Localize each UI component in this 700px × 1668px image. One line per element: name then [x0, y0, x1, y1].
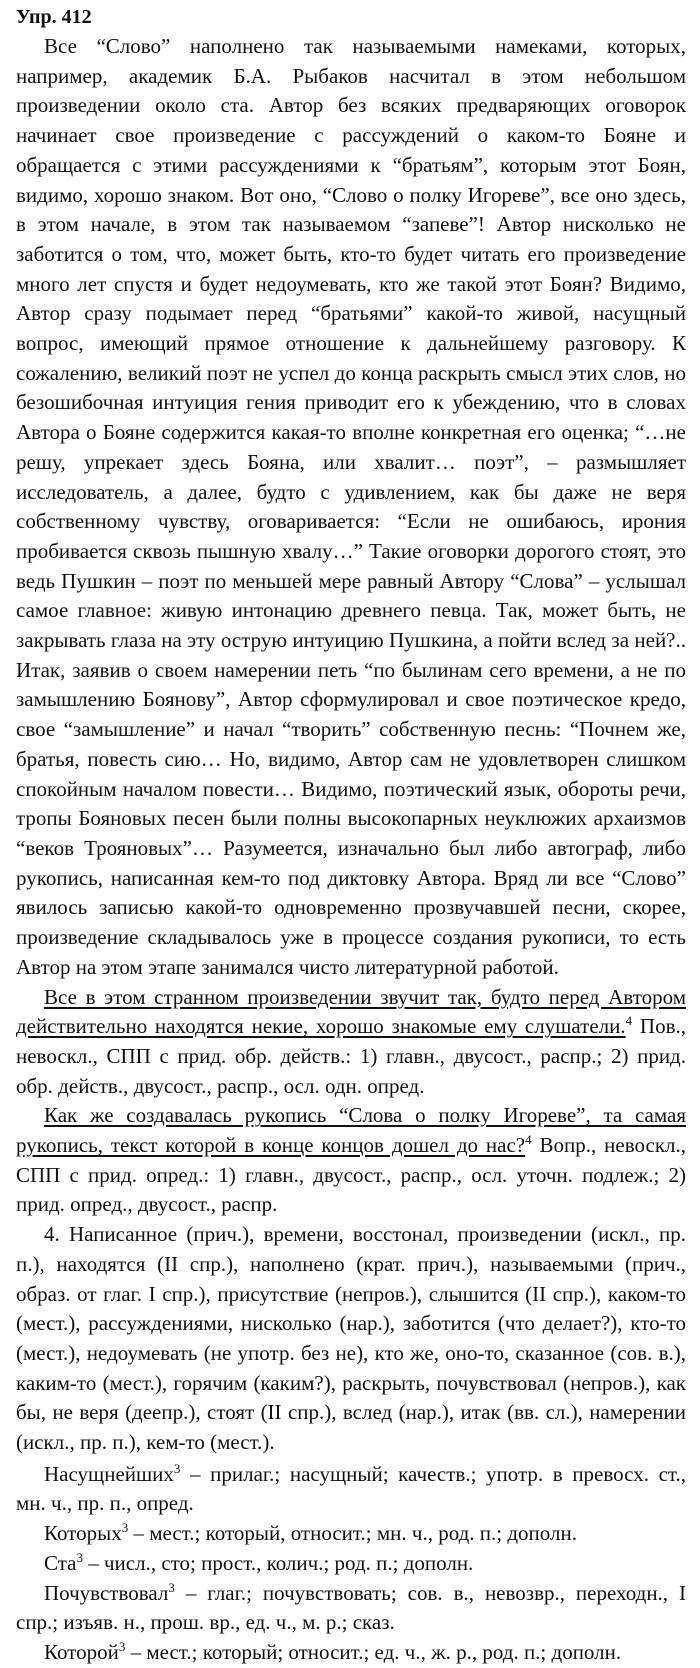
analysis-1-mark: 4	[625, 1013, 633, 1029]
morph-note	[16, 1549, 686, 1579]
morph-note-mark: 3	[173, 1460, 181, 1476]
analysis-sentence-1	[16, 983, 686, 1102]
analysis-1-underlined-sentence: Все в этом странном произведении звучит так, будто перед Автором действительно находятся некие, хорошо знакомые ему слушатели.	[16, 984, 686, 1039]
analysis-sentence-2	[16, 1101, 686, 1220]
morph-note-word: Которых	[44, 1521, 122, 1546]
morph-note-mark: 3	[168, 1579, 175, 1595]
morph-note	[16, 1460, 686, 1519]
morph-note-text: – глаг.; почувствовать; сов. в., невозвр., переходн., I спр.; изъяв. н., прош. вр., ед. ч., м. р.; сказ.	[16, 1580, 686, 1635]
morph-note-word: Которой	[44, 1639, 119, 1664]
analysis-words: 4. Написанное (прич.), времени, восстонал, произведении (искл., пр. п.), находятся (II спр.), наполнено (крат. прич.), называемыми (прич., образ. от глаг. I спр.), присутствие (непров.), слышится (II спр.), каком-то (мест.), рассуждениями, нисколько (нар.), заботится (что делает?), кто-то (мест.), недоумевать (не употр. без не), кто же, оно-то, сказанное (сов. в.), каким-то (мест.), горячим (каким?), раскрыть, почувствовал (непров.), как бы, не веря (деепр.), стоят (II спр.), вслед (нар.), итак (вв. сл.), намерении (искл., пр. п.), кем-то (мест.).	[16, 1222, 686, 1455]
exercise-title: Упр. 412	[16, 6, 92, 28]
morph-note	[16, 1579, 686, 1638]
morph-note-word: Насущнейших	[44, 1461, 174, 1486]
morph-note-text: – мест.; который, относит.; мн. ч., род. п.; дополн.	[128, 1521, 577, 1546]
morph-note-mark: 3	[118, 1638, 126, 1654]
analysis-2-underlined-sentence: Как же создавалась рукопись “Слова о полку Игореве”, та самая рукопись, текст которой в конце концов дошел до нас?	[16, 1103, 686, 1158]
morph-note-word: Почувствовал	[44, 1580, 169, 1605]
morph-note-mark: 3	[76, 1549, 83, 1565]
main-text: Все “Слово” наполнено так называемыми намеками, которых, например, академик Б.А. Рыбаков насчитал в этом небольшом произведении около ста. Автор без всяких предваряющих оговорок начинает свое произведение с рассуждений о каком-то Бояне и обращается с этими рассуждениями к “братьям”, которым этот Боян, видимо, хорошо знаком. Вот оно, “Слово о полку Игореве”, все оно здесь, в этом начале, в этом так называемом “запеве”! Автор нисколько не заботится о том, что, может быть, кто-то будет читать его произведение много лет спустя и будет недоумевать, кто же такой этот Боян? Видимо, Автор сразу подымает перед “братьями” какой-то живой, насущный вопрос, имеющий прямое отношение к дальнейшему разговору. К сожалению, великий поэт не успел до конца раскрыть смысл этих слов, но безошибочная интуиция гения приводит его к убеждению, что в словах Автора о Бояне содержится какая-то вполне конкретная его оценка; “…не решу, упрекает здесь Бояна, или хвалит… поэт”, – размышляет исследователь, а далее, будто с удивлением, как бы даже не веря собственному чувству, оговаривается: “Если не ошибаюсь, ирония пробивается сквозь пышную хвалу…” Такие оговорки дорогого стоят, это ведь Пушкин – поэт по меньшей мере равный Автору “Слова” – услышал самое главное: живую интонацию древнего певца. Так, может быть, не закрывать глаза на эту острую интуицию Пушкина, а пойти вслед за ней?.. Итак, заявив о своем намерении петь “по былинам сего времени, а не по замышлению Боянову”, Автор сформулировал и свое поэтическое кредо, свое “замышление” и начал “творить” собственную песнь: “Почнем же, братья, повесть сию… Но, видимо, Автор сам не удовлетворен слишком спокойным началом повести… Видимо, поэтический язык, обороты речи, тропы Бояновых песен были полны высокопарных неуклюжих архаизмов “веков Трояновых”… Разумеется, изначально был либо автограф, либо рукопись, написанная кем-то под диктовку Автора. Вряд ли все “Слово” явилось записью какой-то одновременно прозвучавшей песни, скорее, произведение складывалось уже в процессе создания рукописи, то есть Автор на этом этапе занимался чисто литературной работой.	[16, 34, 686, 979]
analysis-block	[16, 983, 686, 1458]
morph-note-text: – прилаг.; насущный; качеств.; употр. в превосх. ст., мн. ч., пр. п., опред.	[16, 1461, 686, 1516]
morph-note	[16, 1638, 686, 1668]
morph-notes	[16, 1460, 686, 1668]
morph-note-word: Ста	[44, 1550, 77, 1575]
morph-note-text: – числ., сто; прост., колич.; род. п.; дополн.	[82, 1550, 474, 1575]
morph-note	[16, 1519, 686, 1549]
morph-note-mark: 3	[121, 1520, 129, 1536]
analysis-2-mark: 4	[525, 1132, 532, 1148]
analysis-2-parse: Вопр., невоскл., СПП с прид. опред.: 1) главн., двусост., распр., осл. уточн. подлеж.; 2) прид. опред., двусост., распр.	[16, 1133, 687, 1217]
morph-note-text: – мест.; который; относит.; ед. ч., ж. р., род. п.; дополн.	[125, 1639, 622, 1664]
analysis-1-parse: Пов., невоскл., СПП с прид. обр. действ.: 1) главн., двусост., распр.; 2) прид. обр. действ., двусост., распр., осл. одн. опред.	[16, 1014, 686, 1098]
